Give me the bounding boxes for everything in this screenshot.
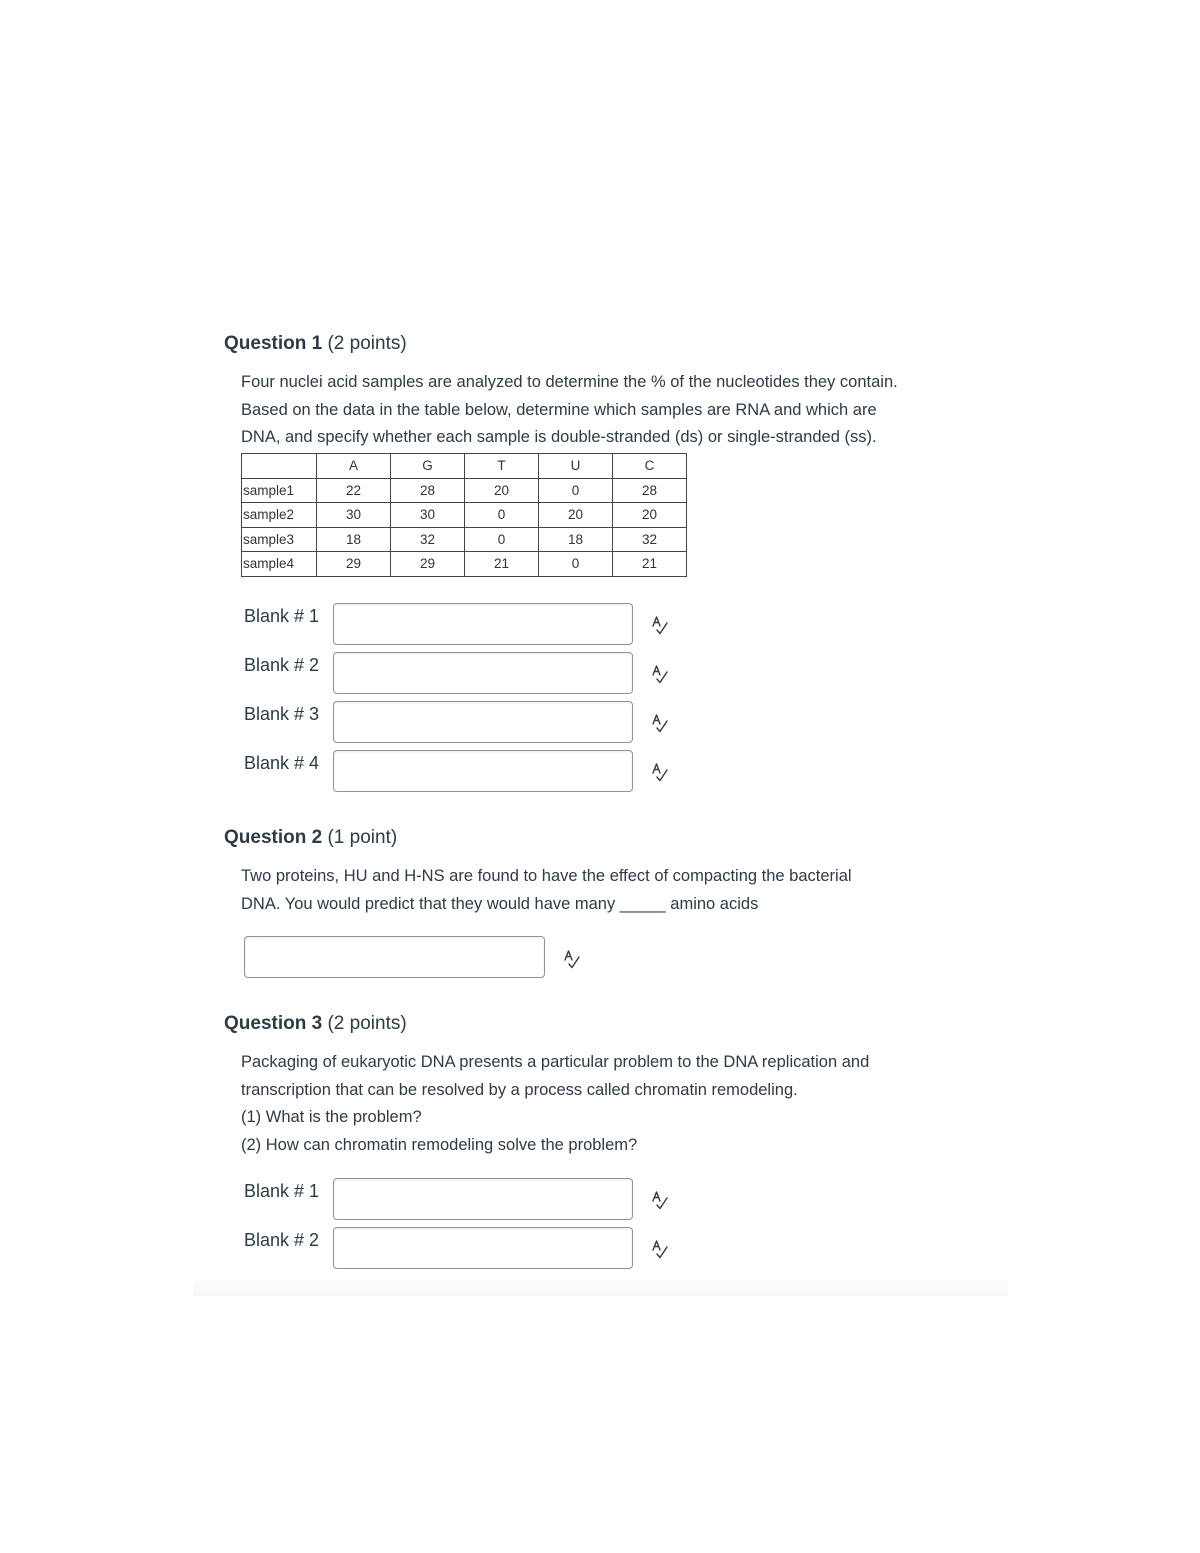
table-row-header: sample4 <box>242 552 317 577</box>
q3-blank-2-label: Blank # 2 <box>244 1230 320 1250</box>
question-1-title <box>224 333 407 355</box>
table-cell: 29 <box>391 552 465 577</box>
table-header-t: T <box>465 454 539 479</box>
spell-check-icon[interactable] <box>562 949 582 969</box>
spell-check-icon[interactable] <box>650 762 670 782</box>
question-3-title <box>224 1013 407 1035</box>
table-cell: 30 <box>317 503 391 528</box>
question-text-line: Packaging of eukaryotic DNA presents a particular problem to the DNA replication and <box>241 1053 870 1071</box>
q3-blank-1-label: Blank # 1 <box>244 1181 320 1201</box>
question-2-text <box>241 863 852 918</box>
table-cell: 32 <box>391 527 465 552</box>
table-cell: 20 <box>613 503 687 528</box>
q1-blank-1-label: Blank # 1 <box>244 606 320 626</box>
question-text-line: Two proteins, HU and H-NS are found to have the effect of compacting the bacterial <box>241 867 852 885</box>
table-cell: 21 <box>465 552 539 577</box>
table-cell: 18 <box>317 527 391 552</box>
table-cell: 28 <box>613 478 687 503</box>
q1-blank-4-input[interactable] <box>333 750 633 792</box>
question-text-line: DNA, and specify whether each sample is double-stranded (ds) or single-stranded (ss). <box>241 428 877 446</box>
spell-check-icon[interactable] <box>650 615 670 635</box>
question-1-label: Question 1 <box>224 333 323 354</box>
q1-blank-3-input[interactable] <box>333 701 633 743</box>
question-2-title <box>224 827 397 849</box>
table-cell: 0 <box>539 478 613 503</box>
q1-blank-3-label: Blank # 3 <box>244 704 320 724</box>
question-2-label: Question 2 <box>224 827 323 848</box>
table-cell: 28 <box>391 478 465 503</box>
table-cell: 22 <box>317 478 391 503</box>
table-row-header: sample1 <box>242 478 317 503</box>
table-header-row <box>242 454 687 479</box>
table-cell: 0 <box>465 503 539 528</box>
question-3-label: Question 3 <box>224 1013 323 1034</box>
nucleotide-table <box>241 453 687 577</box>
quiz-panel-footer <box>193 1280 1008 1296</box>
question-1-points: (2 points) <box>327 333 407 354</box>
table-header-a: A <box>317 454 391 479</box>
table-cell: 0 <box>539 552 613 577</box>
question-3-text <box>241 1049 869 1159</box>
table-header-corner <box>242 454 317 479</box>
table-header-g: G <box>391 454 465 479</box>
spell-check-icon[interactable] <box>650 1239 670 1259</box>
table-cell: 18 <box>539 527 613 552</box>
table-row-header: sample3 <box>242 527 317 552</box>
q1-blank-1-input[interactable] <box>333 603 633 645</box>
spell-check-icon[interactable] <box>650 713 670 733</box>
q2-answer-input[interactable] <box>244 936 545 978</box>
table-row <box>242 552 687 577</box>
question-text-line: Based on the data in the table below, determine which samples are RNA and which are <box>241 400 877 419</box>
question-1-text <box>241 369 898 452</box>
question-text-line: DNA. You would predict that they would have many _____ amino acids <box>241 894 759 913</box>
q1-blank-4-label: Blank # 4 <box>244 753 320 773</box>
spell-check-icon[interactable] <box>650 664 670 684</box>
spell-check-icon[interactable] <box>650 1190 670 1210</box>
table-row <box>242 503 687 528</box>
question-text-line: (2) How can chromatin remodeling solve the problem? <box>241 1135 638 1154</box>
table-cell: 20 <box>539 503 613 528</box>
q3-blank-1-input[interactable] <box>333 1178 633 1220</box>
question-text-line: transcription that can be resolved by a process called chromatin remodeling. <box>241 1080 798 1099</box>
q1-blank-2-label: Blank # 2 <box>244 655 320 675</box>
question-3-points: (2 points) <box>327 1013 407 1034</box>
table-header-u: U <box>539 454 613 479</box>
q3-blank-2-input[interactable] <box>333 1227 633 1269</box>
question-text-line: (1) What is the problem? <box>241 1108 422 1126</box>
question-text-line: Four nuclei acid samples are analyzed to determine the % of the nucleotides they contain. <box>241 373 898 391</box>
table-cell: 20 <box>465 478 539 503</box>
table-cell: 0 <box>465 527 539 552</box>
table-cell: 32 <box>613 527 687 552</box>
table-cell: 29 <box>317 552 391 577</box>
table-row <box>242 478 687 503</box>
table-cell: 30 <box>391 503 465 528</box>
table-header-c: C <box>613 454 687 479</box>
table-cell: 21 <box>613 552 687 577</box>
q1-blank-2-input[interactable] <box>333 652 633 694</box>
question-2-points: (1 point) <box>327 827 398 848</box>
table-row-header: sample2 <box>242 503 317 528</box>
table-row <box>242 527 687 552</box>
